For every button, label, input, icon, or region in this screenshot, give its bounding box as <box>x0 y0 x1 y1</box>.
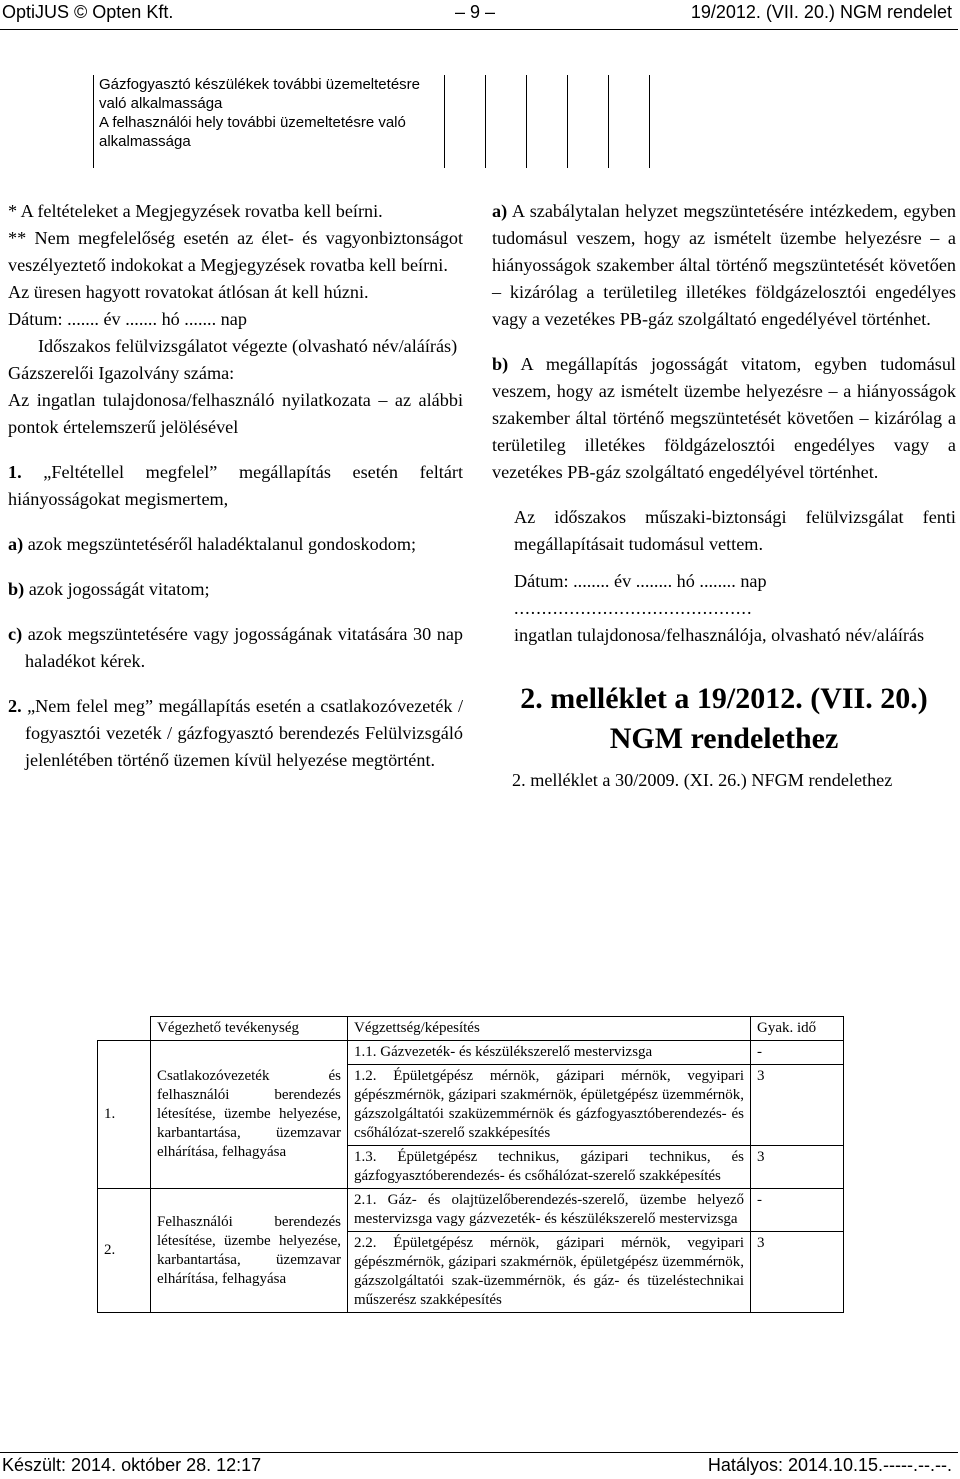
qualification-cell: 1.3. Épületgépész technikus, gázipari technikus, és gázfogyasztóberendezés- és csőhálózat-szerelő szakképesítés <box>348 1146 751 1189</box>
note-nonconformity: ** Nem megfelelőség esetén az élet- és vagyonbiztonságot veszélyeztető indokokat a Megjegyzések rovatba kell beírni. <box>8 228 463 275</box>
practice-cell: - <box>751 1041 844 1065</box>
checklist-table-fragment <box>93 75 650 168</box>
checklist-cell <box>609 75 650 168</box>
footer-effective: Hatályos: 2014.10.15.-----.--.--. <box>707 1455 952 1475</box>
option-b-label: b) <box>8 579 25 599</box>
point-1 <box>8 459 463 513</box>
qualification-cell: 2.2. Épületgépész mérnök, gázipari mérnök, vegyipari gépészmérnök, gázipari szakmérnök, épületgépész üzemmérnök, gázszolgáltatói szak-üzemmérnök, és gáz- és tüzeléstechnikai műszerész szakképesítés <box>348 1232 751 1313</box>
row-number: 1. <box>98 1041 151 1189</box>
note-conditions: * A feltételeket a Megjegyzések rovatba kell beírni. <box>8 201 383 221</box>
footer-created: Készült: 2014. október 28. 12:17 <box>2 1455 262 1475</box>
right-option-a-text: A szabálytalan helyzet megszüntetésére intézkedem, egyben tudomásul veszem, hogy az ismételt üzembe helyezésre – a hiányosságok szakember által történő megszüntetését követően – kizárólag a területileg illetékes földgázelosztói engedélyes vagy a vezetékes PB-gáz szolgáltató engedélyével történhet. <box>492 201 956 329</box>
option-b <box>8 576 463 603</box>
point-2-text: „Nem felel meg” megállapítás esetén a csatlakozóvezeték / fogyasztói vezeték / gázfogyasztó berendezés Felülvizsgáló jelenlétében történő üzemen kívül helyezése megtörtént. <box>25 696 464 770</box>
right-option-a-label: a) <box>492 201 508 221</box>
table-header-practice: Gyak. idő <box>751 1017 844 1041</box>
header-page-number: – 9 – <box>455 2 496 22</box>
checklist-cell <box>445 75 486 168</box>
option-a <box>8 531 463 558</box>
certificate-line: Gázszerelői Igazolvány száma: <box>8 363 235 383</box>
right-option-b <box>492 351 956 486</box>
table-header-row <box>98 1017 844 1041</box>
right-date-line: Dátum: ........ év ........ hó ........ nap <box>514 571 767 591</box>
annex-title-line-1: 2. melléklet a 19/2012. (VII. 20.) <box>520 682 928 715</box>
option-a-text: azok megszüntetéséről haladéktalanul gondoskodom; <box>27 534 417 554</box>
table-header-qualification: Végzettség/képesítés <box>348 1017 751 1041</box>
option-c <box>8 621 463 675</box>
option-c-label: c) <box>8 624 23 644</box>
table-row <box>94 75 650 168</box>
checklist-cell <box>568 75 609 168</box>
right-option-b-text: A megállapítás jogosságát vitatom, egyben tudomásul veszem, hogy az ismételt üzembe helyezésre – a hiányosságok szakember által történő megszüntetését követően – kizárólag a területileg illetékes földgázelosztói engedélyes vagy a vezetékes PB-gáz szolgáltató engedélyével történhet. <box>492 354 956 482</box>
qualification-cell: 2.1. Gáz- és olajtüzelőberendezés-szerelő, üzembe helyező mestervizsga vagy gázvezeték- és készülékszerelő mestervizsga <box>348 1189 751 1232</box>
row-number: 2. <box>98 1189 151 1313</box>
qualification-cell: 1.2. Épületgépész mérnök, gázipari mérnök, vegyipari gépészmérnök, gázipari szakmérnök, épületgépész üzemmérnök, gázszolgáltatói szaküzemmérnök és gázfogyasztóberendezés- és csőhálózat-szerelő szakképesítés <box>348 1065 751 1146</box>
left-column <box>8 198 463 774</box>
checklist-cell <box>486 75 527 168</box>
annex-subtitle: 2. melléklet a 30/2009. (XI. 26.) NFGM rendelethez <box>512 770 893 790</box>
header-regulation: 19/2012. (VII. 20.) NGM rendelet <box>690 2 952 22</box>
practice-cell: 3 <box>751 1146 844 1189</box>
activity-cell: Felhasználói berendezés létesítése, üzembe helyezése, karbantartása, üzemzavar elhárítása, felhagyása <box>151 1189 348 1313</box>
point-2-number: 2. <box>8 696 22 716</box>
annex-title <box>492 679 956 759</box>
option-a-label: a) <box>8 534 24 554</box>
option-b-text: azok jogosságát vitatom; <box>28 579 210 599</box>
checklist-label: A felhasználói hely további üzemeltetésre való alkalmassága <box>99 114 406 150</box>
activity-cell: Csatlakozóvezeték és felhasználói berendezés létesítése, üzembe helyezése, karbantartása, üzemzavar elhárítása, felhagyása <box>151 1041 348 1189</box>
date-line: Dátum: ....... év ....... hó ....... nap <box>8 309 247 329</box>
table-row <box>98 1189 844 1232</box>
checklist-label: Gázfogyasztó készülékek további üzemeltetésre való alkalmassága <box>99 76 420 112</box>
annex-title-line-2: NGM rendelethez <box>609 722 839 755</box>
inspector-line: Időszakos felülvizsgálatot végezte (olvasható név/aláírás) <box>38 336 458 356</box>
point-1-number: 1. <box>8 462 22 482</box>
checklist-labels <box>94 75 445 168</box>
option-c-text: azok megszüntetésére vagy jogosságának vitatására 30 nap haladékot kérek. <box>25 624 464 671</box>
practice-cell: 3 <box>751 1232 844 1313</box>
page-footer <box>0 1455 956 1479</box>
point-1-text: „Feltétellel megfelel” megállapítás esetén feltárt hiányosságokat megismertem, <box>8 462 464 509</box>
practice-cell: - <box>751 1189 844 1232</box>
signature-dots: ........................................... <box>514 598 753 618</box>
point-2 <box>8 693 463 774</box>
signature-caption: ingatlan tulajdonosa/felhasználója, olvasható név/aláírás <box>514 625 925 645</box>
footer-rule <box>0 1452 958 1453</box>
qualification-table <box>97 1016 844 1313</box>
note-empty-fields: Az üresen hagyott rovatokat átlósan át kell húzni. <box>8 282 369 302</box>
right-option-a <box>492 198 956 333</box>
header-rule <box>0 29 958 30</box>
right-option-b-label: b) <box>492 354 509 374</box>
header-publisher: OptiJUS © Opten Kft. <box>2 2 174 22</box>
table-row <box>98 1041 844 1065</box>
table-header-empty <box>98 1017 151 1041</box>
acknowledgement: Az időszakos műszaki-biztonsági felülvizsgálat fenti megállapításait tudomásul vettem. <box>514 507 956 554</box>
practice-cell: 3 <box>751 1065 844 1146</box>
table-header-activity: Végezhető tevékenység <box>151 1017 348 1041</box>
page-header <box>0 2 956 28</box>
right-column <box>492 198 956 794</box>
owner-declaration: Az ingatlan tulajdonosa/felhasználó nyilatkozata – az alábbi pontok értelemszerű jelölésével <box>8 390 463 437</box>
qualification-cell: 1.1. Gázvezeték- és készülékszerelő mestervizsga <box>348 1041 751 1065</box>
checklist-cell <box>527 75 568 168</box>
